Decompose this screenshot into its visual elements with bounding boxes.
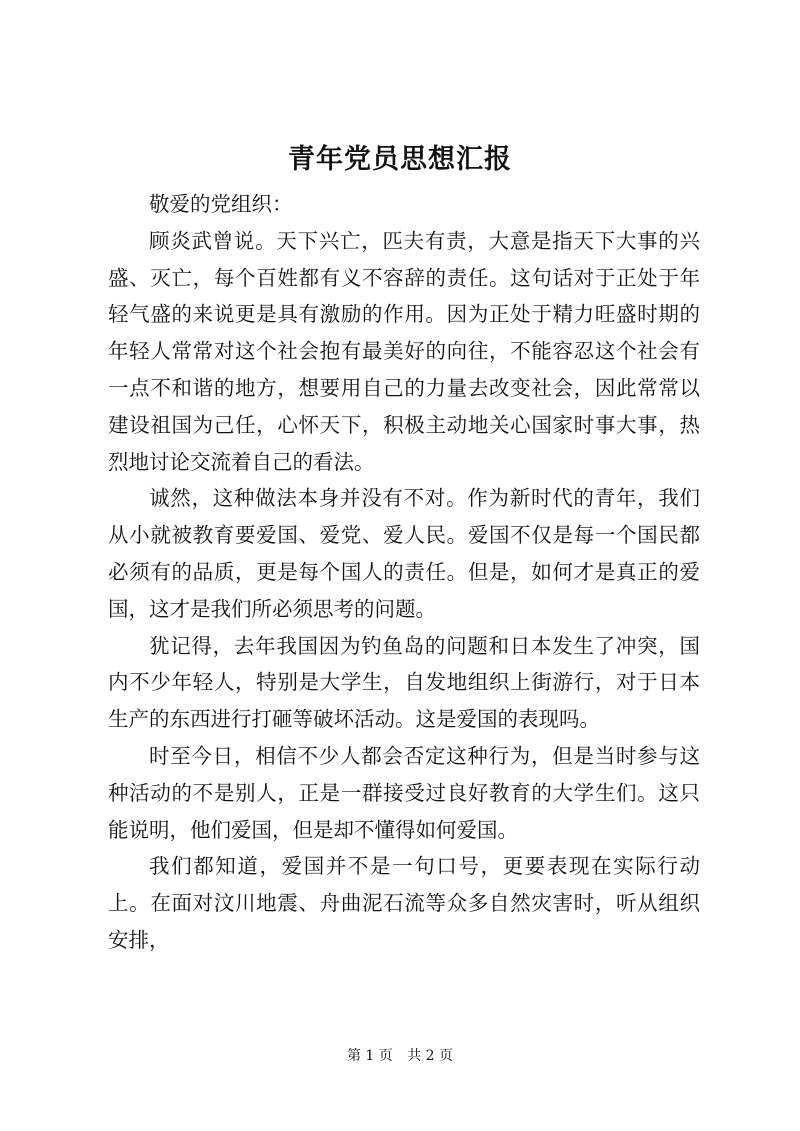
paragraph-2: 诚然，这种做法本身并没有不对。作为新时代的青年，我们从小就被教育要爱国、爱党、爱人民。爱国不仅是每一个国民都必须有的品质，更是每个国人的责任。但是，如何才是真正的爱国，这才是我们所必须思考的问题。: [108, 486, 700, 621]
page-total: 共 2 页: [407, 1048, 454, 1064]
page-footer: [0, 1046, 800, 1066]
paragraph-5: 我们都知道，爱国并不是一句口号，更要表现在实际行动上。在面对汶川地震、舟曲泥石流等众多自然灾害时，听从组织安排，: [108, 854, 700, 952]
paragraph-4: 时至今日，相信不少人都会否定这种行为，但是当时参与这种活动的不是别人，正是一群接受过良好教育的大学生们。这只能说明，他们爱国，但是却不懂得如何爱国。: [108, 743, 700, 842]
document-body: [108, 186, 700, 959]
paragraph-1: 顾炎武曾说。天下兴亡，匹夫有责，大意是指天下大事的兴盛、灭亡，每个百姓都有义不容辞的责任。这句话对于正处于年轻气盛的来说更是具有激励的作用。因为正处于精力旺盛时期的年轻人常常对这个社会抱有最美好的向往，不能容忍这个社会有一点不和谐的地方，想要用自己的力量去改变社会，因此常常以建设祖国为己任，心怀天下，积极主动地关心国家时事大事，热烈地讨论交流着自己的看法。: [108, 228, 700, 474]
document-title: 青年党员思想汇报: [288, 144, 512, 175]
salutation: 敬爱的党组织：: [149, 192, 293, 216]
paragraph-3: 犹记得，去年我国因为钓鱼岛的问题和日本发生了冲突，国内不少年轻人，特别是大学生，自发地组织上街游行，对于日本生产的东西进行打砸等破坏活动。这是爱国的表现吗。: [108, 633, 700, 732]
page-number: 第 1 页: [346, 1048, 393, 1064]
